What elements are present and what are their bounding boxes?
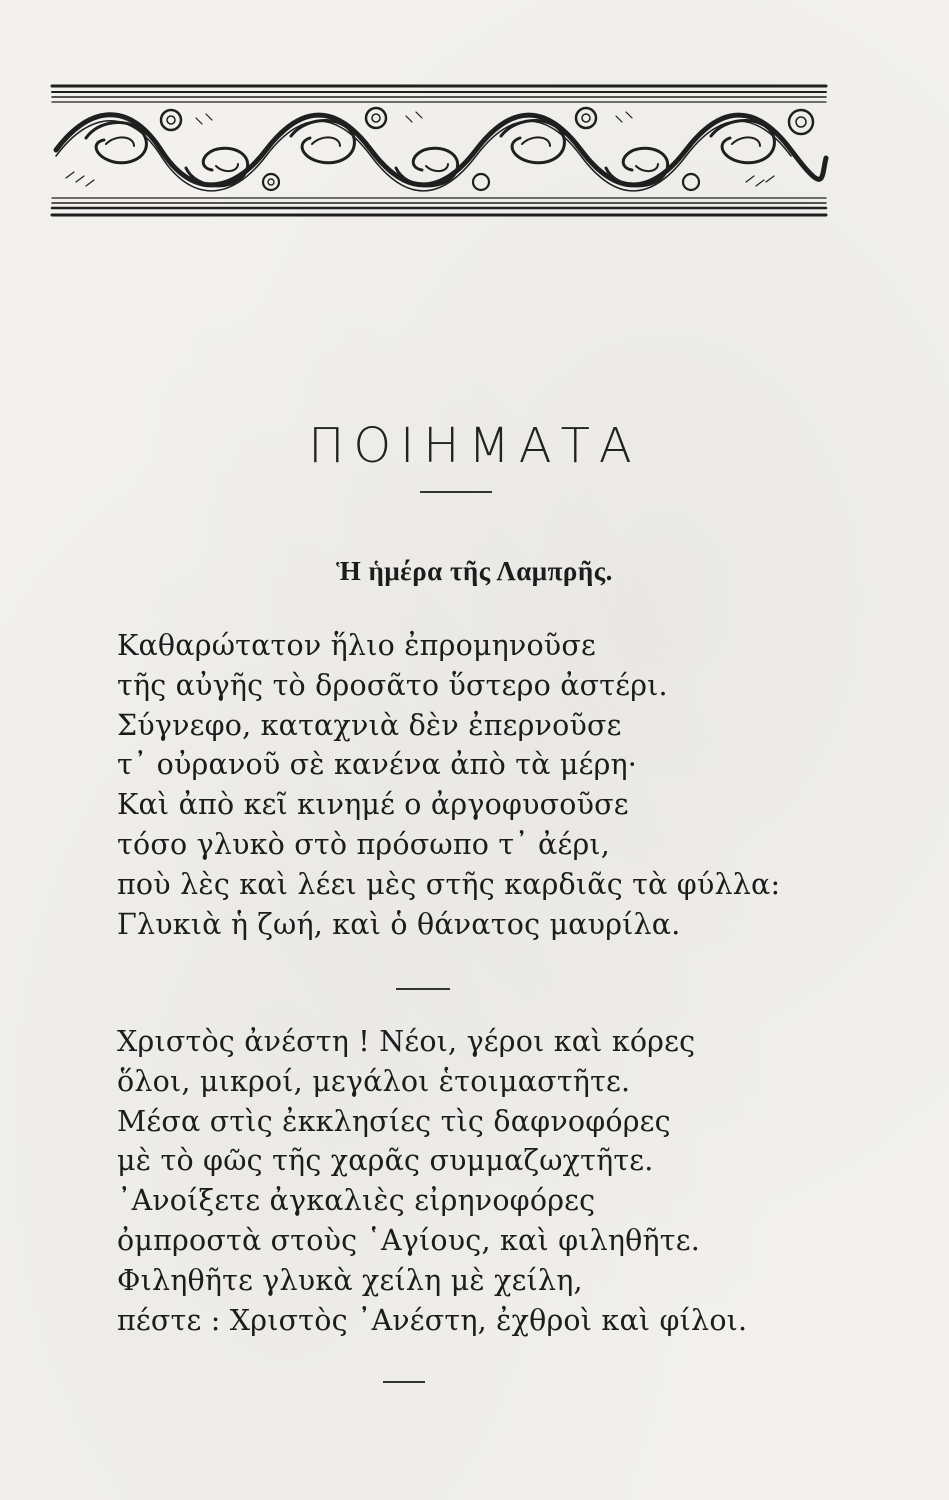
verse-line: Γλυκιὰ ἡ ζωή, καὶ ὁ θάνατος μαυρίλα.	[117, 907, 681, 941]
end-divider	[383, 1381, 425, 1383]
verse-line: Μέσα στὶς ἐκκλησίες τὶς δαφνοφόρες	[117, 1104, 671, 1138]
paisley-scroll-border-ornament-icon	[46, 78, 832, 226]
poem-stanza-1	[117, 626, 837, 944]
stanza-divider	[396, 988, 450, 990]
verse-line: Χριστὸς ἀνέστη ! Νέοι, γέροι καὶ κόρες	[117, 1025, 696, 1058]
verse-line: Φιληθῆτε γλυκὰ χείλη μὲ χείλη,	[117, 1263, 583, 1297]
verse-line: ποὺ λὲς καὶ λέει μὲς στῆς καρδιᾶς τὰ φύλλα:	[117, 867, 781, 901]
verse-line: ᾽Ανοίξετε ἀγκαλιὲς εἰρηνοφόρες	[117, 1184, 596, 1218]
verse-line: τῆς αὐγῆς τὸ δροσᾶτο ὕστερο ἀστέρι.	[117, 668, 668, 702]
title-divider	[420, 491, 492, 493]
verse-line: Καὶ ἀπὸ κεῖ κινημέ ο ἀργοφυσοῦσε	[117, 788, 629, 822]
page-title: ΠΟΙΗΜΑΤΑ	[308, 418, 641, 474]
verse-line: Σύγνεφο, καταχνιὰ δὲν ἐπερνοῦσε	[117, 708, 622, 742]
verse-line: τόσο γλυκὸ στὸ πρόσωπο τ᾽ ἀέρι,	[117, 827, 611, 861]
poem-stanza-2	[117, 1022, 837, 1340]
verse-line: ὅλοι, μικροί, μεγάλοι ἑτοιμαστῆτε.	[117, 1064, 631, 1098]
verse-line: πέστε : Χριστὸς ᾽Ανέστη, ἐχθροὶ καὶ φίλοι.	[117, 1303, 748, 1337]
verse-line: Καθαρώτατον ἥλιο ἐπρομηνοῦσε	[117, 629, 596, 662]
verse-line: ὀμπροστὰ στοὺς ῾Αγίους, καὶ φιληθῆτε.	[117, 1223, 700, 1257]
poem-title: Ἡ ἡμέρα τῆς Λαμπρῆς.	[336, 556, 613, 586]
verse-line: μὲ τὸ φῶς τῆς χαρᾶς συμμαζωχτῆτε.	[117, 1144, 654, 1178]
verse-line: τ᾽ οὐρανοῦ σὲ κανένα ἀπὸ τὰ μέρη·	[117, 748, 638, 782]
